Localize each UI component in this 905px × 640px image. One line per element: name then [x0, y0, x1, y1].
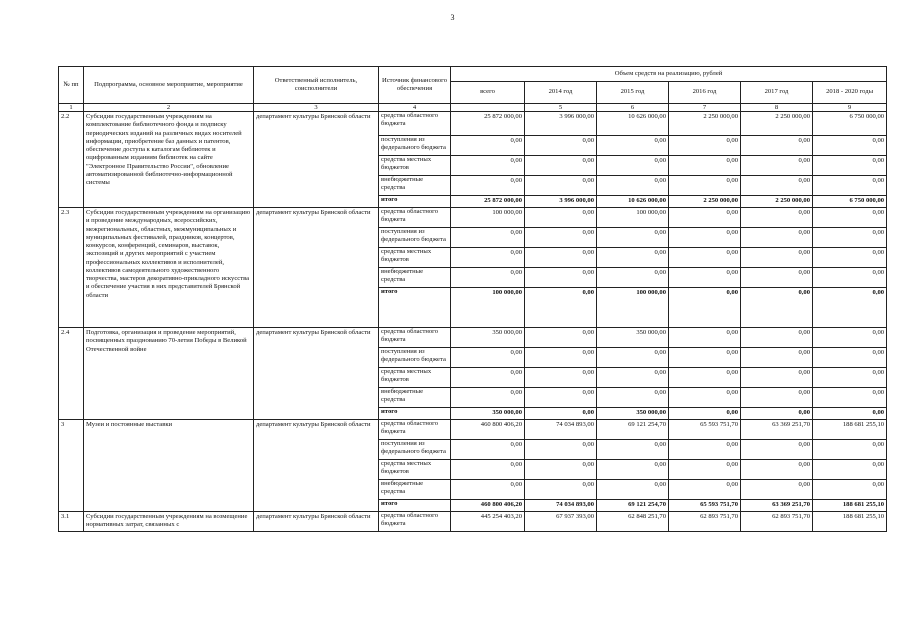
value-cell: 63 369 251,70	[741, 500, 813, 512]
value-cell: 0,00	[813, 388, 887, 408]
value-cell: 0,00	[741, 156, 813, 176]
row-name: Субсидии государственным учреждениям на возмещение нормативных затрат, связанных с	[84, 512, 254, 532]
value-cell: 0,00	[525, 268, 597, 288]
source-label: средства областного бюджета	[379, 328, 451, 348]
header-num: № пп	[59, 67, 84, 104]
row-executor: департамент культуры Брянской области	[254, 420, 379, 512]
row-name: Субсидии государственным учреждениям на организацию и проведение международных, всероссийских, межрегиональных, областных, межмуниципальных и муниципальных фестивалей, праздников, концертов, конкурсов, конференций, семинаров, выставок, экспозиций и других мероприятий с участием профессиональных коллективов и исполнителей, коллективов самодеятельного художественного творчества, мастеров декоративно-прикладного искусства и обеспечение участия в них представителей Брянской области	[84, 208, 254, 328]
value-cell: 445 254 403,20	[451, 512, 525, 532]
header-source: Источник финансового обеспечения	[379, 67, 451, 104]
value-cell: 0,00	[741, 348, 813, 368]
value-cell: 0,00	[669, 460, 741, 480]
column-number: 9	[813, 104, 887, 112]
value-cell: 0,00	[525, 208, 597, 228]
row-executor: департамент культуры Брянской области	[254, 328, 379, 420]
value-cell: 69 121 254,70	[597, 420, 669, 440]
value-cell: 0,00	[525, 440, 597, 460]
value-cell: 0,00	[525, 288, 597, 328]
value-cell: 460 800 406,20	[451, 420, 525, 440]
value-cell: 0,00	[597, 248, 669, 268]
value-cell: 0,00	[813, 208, 887, 228]
value-cell: 0,00	[669, 248, 741, 268]
value-cell: 0,00	[525, 368, 597, 388]
value-cell: 0,00	[813, 156, 887, 176]
value-cell: 0,00	[525, 408, 597, 420]
column-number: 2	[84, 104, 254, 112]
budget-table	[58, 66, 887, 532]
source-label: средства местных бюджетов	[379, 156, 451, 176]
value-cell: 62 893 751,70	[741, 512, 813, 532]
header-col-0: всего	[451, 82, 525, 104]
value-cell: 0,00	[597, 368, 669, 388]
value-cell: 0,00	[525, 228, 597, 248]
value-cell: 65 593 751,70	[669, 420, 741, 440]
value-cell: 0,00	[741, 328, 813, 348]
value-cell: 0,00	[813, 136, 887, 156]
value-cell: 0,00	[597, 228, 669, 248]
source-label: внебюджетные средства	[379, 480, 451, 500]
source-label: средства областного бюджета	[379, 512, 451, 532]
value-cell: 0,00	[813, 228, 887, 248]
row-name: Музеи и постоянные выставки	[84, 420, 254, 512]
value-cell: 0,00	[525, 156, 597, 176]
value-cell: 3 996 000,00	[525, 112, 597, 136]
value-cell: 0,00	[525, 348, 597, 368]
column-number: 8	[741, 104, 813, 112]
value-cell: 62 893 751,70	[669, 512, 741, 532]
header-col-1: 2014 год	[525, 82, 597, 104]
value-cell: 0,00	[669, 440, 741, 460]
value-cell: 350 000,00	[451, 408, 525, 420]
table-row	[59, 208, 887, 228]
value-cell: 10 626 000,00	[597, 112, 669, 136]
value-cell: 10 626 000,00	[597, 196, 669, 208]
column-number: 1	[59, 104, 84, 112]
value-cell: 0,00	[451, 248, 525, 268]
column-number: 7	[669, 104, 741, 112]
value-cell: 0,00	[741, 288, 813, 328]
header-col-3: 2016 год	[669, 82, 741, 104]
value-cell: 0,00	[741, 388, 813, 408]
value-cell: 0,00	[525, 388, 597, 408]
value-cell: 0,00	[597, 176, 669, 196]
value-cell: 0,00	[741, 440, 813, 460]
value-cell: 100 000,00	[451, 288, 525, 328]
value-cell: 65 593 751,70	[669, 500, 741, 512]
value-cell: 0,00	[741, 368, 813, 388]
value-cell: 0,00	[741, 408, 813, 420]
value-cell: 0,00	[525, 460, 597, 480]
value-cell: 0,00	[597, 348, 669, 368]
value-cell: 188 681 255,10	[813, 420, 887, 440]
value-cell: 69 121 254,70	[597, 500, 669, 512]
source-label: поступления из федерального бюджета	[379, 440, 451, 460]
value-cell: 188 681 255,10	[813, 512, 887, 532]
source-label: средства областного бюджета	[379, 208, 451, 228]
source-label: внебюджетные средства	[379, 176, 451, 196]
value-cell: 0,00	[451, 228, 525, 248]
header-col-2: 2015 год	[597, 82, 669, 104]
source-label: итого	[379, 288, 451, 328]
value-cell: 0,00	[451, 388, 525, 408]
value-cell: 100 000,00	[597, 288, 669, 328]
source-label: средства местных бюджетов	[379, 248, 451, 268]
source-label: итого	[379, 500, 451, 512]
value-cell: 0,00	[741, 268, 813, 288]
value-cell: 0,00	[451, 268, 525, 288]
row-number: 2.2	[59, 112, 84, 208]
value-cell: 2 250 000,00	[669, 112, 741, 136]
value-cell: 0,00	[597, 440, 669, 460]
value-cell: 188 681 255,10	[813, 500, 887, 512]
value-cell: 0,00	[813, 288, 887, 328]
value-cell: 0,00	[597, 460, 669, 480]
value-cell: 0,00	[525, 328, 597, 348]
value-cell: 0,00	[669, 208, 741, 228]
source-label: средства местных бюджетов	[379, 368, 451, 388]
value-cell: 0,00	[451, 176, 525, 196]
column-number: 6	[597, 104, 669, 112]
source-label: поступления из федерального бюджета	[379, 348, 451, 368]
value-cell: 350 000,00	[597, 328, 669, 348]
value-cell: 0,00	[597, 136, 669, 156]
value-cell: 0,00	[741, 460, 813, 480]
table-row	[59, 112, 887, 136]
value-cell: 0,00	[669, 268, 741, 288]
value-cell: 0,00	[741, 228, 813, 248]
value-cell: 0,00	[741, 208, 813, 228]
value-cell: 6 750 000,00	[813, 196, 887, 208]
row-executor: департамент культуры Брянской области	[254, 112, 379, 208]
row-name: Субсидии государственным учреждениям на комплектование библиотечного фонда и подписку периодических изданий на различных видах носителей информации, приобретение баз данных и патентов, обеспечение доступа к каталогам библиотек и оцифрованным изданиям библиотек на сайте "Электронное Правительство России", обновление автоматизированной библиотечно-информационной системы	[84, 112, 254, 208]
value-cell: 2 250 000,00	[741, 112, 813, 136]
row-number: 2.3	[59, 208, 84, 328]
value-cell: 2 250 000,00	[741, 196, 813, 208]
source-label: поступления из федерального бюджета	[379, 228, 451, 248]
value-cell: 0,00	[813, 480, 887, 500]
value-cell: 100 000,00	[597, 208, 669, 228]
source-label: средства областного бюджета	[379, 112, 451, 136]
source-label: итого	[379, 408, 451, 420]
value-cell: 0,00	[813, 176, 887, 196]
value-cell: 0,00	[451, 156, 525, 176]
value-cell: 0,00	[813, 460, 887, 480]
value-cell: 0,00	[597, 480, 669, 500]
table-row	[59, 420, 887, 440]
value-cell: 0,00	[669, 480, 741, 500]
value-cell: 0,00	[597, 268, 669, 288]
row-name: Подготовка, организация и проведение мероприятий, посвященных празднованию 70-летия Победы в Великой Отечественной войне	[84, 328, 254, 420]
value-cell: 0,00	[525, 136, 597, 156]
value-cell: 74 034 893,00	[525, 420, 597, 440]
value-cell: 0,00	[525, 176, 597, 196]
value-cell: 0,00	[813, 440, 887, 460]
column-number: 5	[525, 104, 597, 112]
row-executor: департамент культуры Брянской области	[254, 512, 379, 532]
column-number-blank	[451, 104, 525, 112]
value-cell: 0,00	[669, 348, 741, 368]
value-cell: 0,00	[451, 368, 525, 388]
value-cell: 0,00	[451, 460, 525, 480]
value-cell: 0,00	[451, 480, 525, 500]
source-label: поступления из федерального бюджета	[379, 136, 451, 156]
value-cell: 63 369 251,70	[741, 420, 813, 440]
header-col-5: 2018 - 2020 годы	[813, 82, 887, 104]
value-cell: 0,00	[741, 248, 813, 268]
value-cell: 0,00	[741, 136, 813, 156]
header-volume: Объем средств на реализацию, рублей	[451, 67, 887, 82]
value-cell: 0,00	[669, 408, 741, 420]
column-number: 4	[379, 104, 451, 112]
header-executor: Ответственный исполнитель, соисполнители	[254, 67, 379, 104]
value-cell: 350 000,00	[451, 328, 525, 348]
row-number: 2.4	[59, 328, 84, 420]
value-cell: 2 250 000,00	[669, 196, 741, 208]
value-cell: 0,00	[813, 348, 887, 368]
source-label: средства местных бюджетов	[379, 460, 451, 480]
column-number: 3	[254, 104, 379, 112]
value-cell: 74 034 893,00	[525, 500, 597, 512]
value-cell: 0,00	[451, 348, 525, 368]
source-label: итого	[379, 196, 451, 208]
value-cell: 0,00	[813, 248, 887, 268]
row-executor: департамент культуры Брянской области	[254, 208, 379, 328]
value-cell: 0,00	[525, 248, 597, 268]
value-cell: 460 800 406,20	[451, 500, 525, 512]
row-number: 3.1	[59, 512, 84, 532]
value-cell: 0,00	[597, 156, 669, 176]
value-cell: 100 000,00	[451, 208, 525, 228]
value-cell: 0,00	[669, 228, 741, 248]
value-cell: 0,00	[451, 136, 525, 156]
value-cell: 0,00	[669, 156, 741, 176]
value-cell: 0,00	[669, 288, 741, 328]
value-cell: 67 937 393,00	[525, 512, 597, 532]
value-cell: 0,00	[813, 328, 887, 348]
value-cell: 0,00	[451, 440, 525, 460]
table-row	[59, 512, 887, 532]
page-number: 3	[450, 13, 455, 22]
value-cell: 0,00	[741, 480, 813, 500]
value-cell: 25 872 000,00	[451, 112, 525, 136]
value-cell: 0,00	[669, 388, 741, 408]
source-label: внебюджетные средства	[379, 388, 451, 408]
table-row	[59, 328, 887, 348]
value-cell: 0,00	[669, 328, 741, 348]
value-cell: 0,00	[669, 368, 741, 388]
value-cell: 0,00	[813, 408, 887, 420]
value-cell: 0,00	[813, 268, 887, 288]
source-label: внебюджетные средства	[379, 268, 451, 288]
value-cell: 0,00	[669, 136, 741, 156]
value-cell: 0,00	[525, 480, 597, 500]
value-cell: 6 750 000,00	[813, 112, 887, 136]
header-program: Подпрограмма, основное мероприятие, мероприятие	[84, 67, 254, 104]
value-cell: 350 000,00	[597, 408, 669, 420]
value-cell: 0,00	[813, 368, 887, 388]
value-cell: 62 848 251,70	[597, 512, 669, 532]
source-label: средства областного бюджета	[379, 420, 451, 440]
value-cell: 25 872 000,00	[451, 196, 525, 208]
value-cell: 0,00	[741, 176, 813, 196]
value-cell: 0,00	[669, 176, 741, 196]
row-number: 3	[59, 420, 84, 512]
value-cell: 0,00	[597, 388, 669, 408]
header-col-4: 2017 год	[741, 82, 813, 104]
value-cell: 3 996 000,00	[525, 196, 597, 208]
